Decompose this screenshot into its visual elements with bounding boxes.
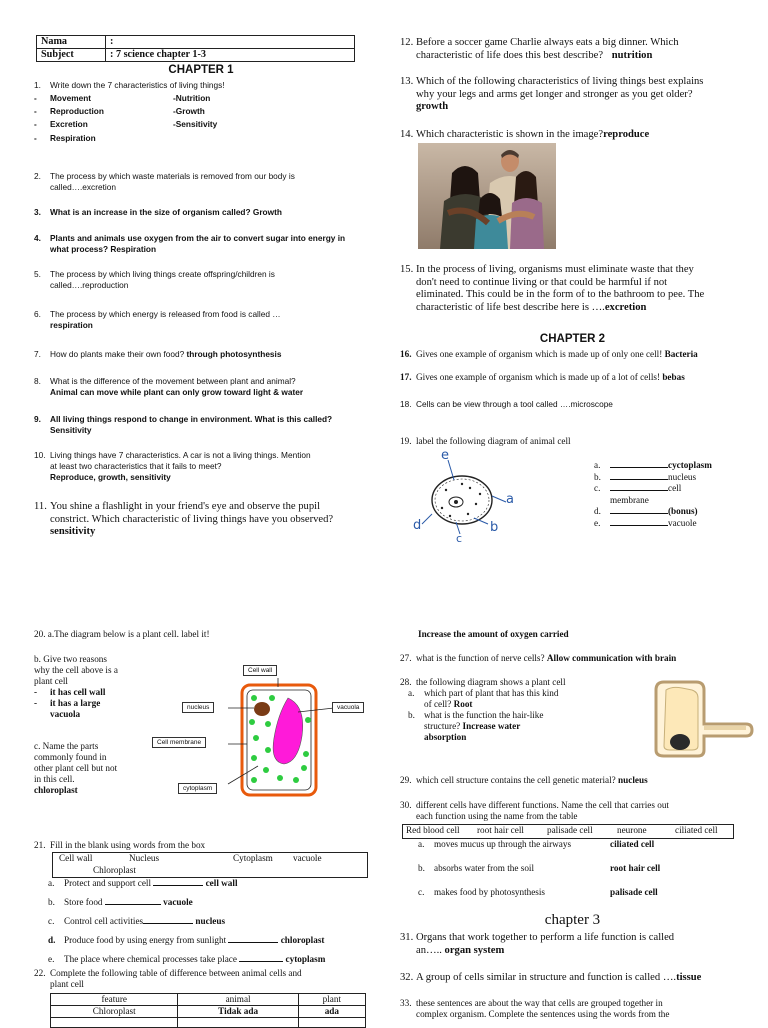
plant-cell-diagram xyxy=(148,658,374,798)
table-cell: Tidak ada xyxy=(178,1006,298,1018)
question-14: 14. Which characteristic is shown in the image?reproduce xyxy=(400,129,650,140)
question-7: 7. How do plants make their own food? through photosynthesis xyxy=(34,349,282,359)
q21-items: a. Protect and support cell cell wall b. Store food vacuole c. Control cell activities nucleus d. Produce food by using energy from sunlight chloroplast e. The place where chemical processes take place cytoplasm xyxy=(48,878,326,964)
nama-label: Nama xyxy=(37,36,106,49)
diagram-letter-d: d xyxy=(413,518,422,533)
label-nucleus: nucleus xyxy=(182,702,214,713)
question-8: 8. What is the difference of the movement between plant and animal? Animal can move while plant can only grow toward light & water xyxy=(34,376,304,397)
header-table xyxy=(36,35,355,62)
question-2: 2. The process by which waste materials is removed from our body is called….excretion xyxy=(34,171,295,192)
table-header-cell: feature xyxy=(51,994,178,1006)
question-29: 29. which cell structure contains the cell genetic material? nucleus xyxy=(400,775,648,785)
question-32: 32. A group of cells similar in structure and function is called ….tissue xyxy=(400,972,702,983)
family-photo xyxy=(418,143,556,249)
question-15: 15. In the process of living, organisms must eliminate waste that they don't need to continue living or that could be harmful if not eliminated. This could be in the form of to the bathroom to pee. The characteristic of life best describe here is ….excretion xyxy=(400,264,705,313)
q1-list-left: - Movement - Reproduction - Excretion - Respiration xyxy=(34,93,104,143)
question-28: 28. the following diagram shows a plant cell a. which part of plant that has this kind of cell? Root b. what is the function the hair-like structure? Increase water absorption xyxy=(400,677,566,742)
q26-answer: Increase the amount of oxygen carried xyxy=(418,629,569,639)
question-22: 22. Complete the following table of difference between animal cells and plant cell xyxy=(34,968,302,989)
root-hair-cell-diagram xyxy=(606,676,756,760)
table-cell: Chloroplast xyxy=(51,1006,178,1018)
question-19: 19. label the following diagram of animal cell xyxy=(400,436,571,446)
question-10: 10. Living things have 7 characteristics. A car is not a living things. Mention at least two characteristics that it fails to meet? Reproduce, growth, sensitivity xyxy=(34,450,311,482)
question-16: 16. Gives one example of organism which is made up of only one cell! Bacteria xyxy=(400,349,698,359)
label-cell-wall: Cell wall xyxy=(243,665,277,676)
question-31: 31. Organs that work together to perform a life function is called an….. organ system xyxy=(400,932,675,956)
question-13: 13. Which of the following characteristics of living things best explains why your legs and arms get longer and stronger as you get older? growth xyxy=(400,76,704,112)
table-header-cell: plant xyxy=(298,994,365,1006)
animal-cell-diagram xyxy=(410,450,520,546)
question-27: 27. what is the function of nerve cells? Allow communication with brain xyxy=(400,653,677,663)
label-vacuola: vacuola xyxy=(332,702,364,713)
question-3: 3. What is an increase in the size of organism called? Growth xyxy=(34,207,282,217)
question-21: 21. Fill in the blank using words from the box xyxy=(34,840,206,850)
q21-word-box: Cell wall Nucleus Cytoplasm vacuole Chloroplast xyxy=(52,852,368,878)
question-9: 9. All living things respond to change in environment. What is this called? Sensitivity xyxy=(34,414,333,435)
question-6: 6. The process by which energy is released from food is called … respiration xyxy=(34,309,281,330)
question-4: 4. Plants and animals use oxygen from the air to convert sugar into energy in what process? Respiration xyxy=(34,233,346,254)
diagram-letter-a: a xyxy=(506,492,514,507)
label-cell-membrane: Cell membrane xyxy=(152,737,206,748)
question-12: 12. Before a soccer game Charlie always eats a big dinner. Which characteristic of life does this best describe? nutrition xyxy=(400,37,679,61)
q20-part-b: b. Give two reasons why the cell above is a plant cell - it has cell wall - it has a large vacuola xyxy=(34,654,118,719)
chapter-3-heading: chapter 3 xyxy=(544,912,601,928)
table-header-cell: animal xyxy=(178,994,298,1006)
q22-table xyxy=(50,993,366,1028)
chapter-2-heading: CHAPTER 2 xyxy=(539,333,606,345)
diagram-letter-b: b xyxy=(490,520,499,535)
q19-labels: a. cyctoplasm b. nucleus c. cell membrane d. (bonus) e. vacuole xyxy=(594,460,712,528)
question-33: 33. these sentences are about the way that cells are grouped together in complex organism. Complete the sentences using the words from the xyxy=(400,998,670,1019)
q30-items: a. moves mucus up through the airways ciliated cell b. absorbs water from the soil root hair cell c. makes food by photosynthesis palisade cell xyxy=(418,839,661,897)
diagram-letter-c: c xyxy=(456,532,463,545)
label-cytoplasm: cytoplasm xyxy=(178,783,217,794)
subject-value: : 7 science chapter 1-3 xyxy=(106,49,355,62)
diagram-letter-e: e xyxy=(441,448,449,463)
question-11: 11. You shine a flashlight in your friend's eye and observe the pupil constrict. Which characteristic of living things have you observed? sensitivity xyxy=(34,501,334,537)
chapter-1-heading: CHAPTER 1 xyxy=(168,64,234,76)
q20-part-c: c. Name the parts commonly found in other plant cell but not in this cell. chloroplast xyxy=(34,741,118,795)
question-18: 18. Cells can be view through a tool called ….microscope xyxy=(400,399,613,409)
question-17: 17. Gives one example of organism which is made up of a lot of cells! bebas xyxy=(400,372,685,382)
q1-list-right: -Nutrition -Growth -Sensitivity xyxy=(173,93,218,130)
question-20: 20. a.The diagram below is a plant cell. label it! xyxy=(34,629,210,639)
table-cell: ada xyxy=(298,1006,365,1018)
q30-word-box: Red blood cell root hair cell palisade cell neurone ciliated cell xyxy=(402,824,734,839)
question-1: 1. Write down the 7 characteristics of living things! xyxy=(34,80,225,90)
question-5: 5. The process by which living things create offspring/children is called….reproduction xyxy=(34,269,275,290)
nama-colon: : xyxy=(106,36,355,49)
subject-label: Subject xyxy=(37,49,106,62)
question-30: 30. different cells have different functions. Name the cell that carries out each function using the name from the table xyxy=(400,800,669,821)
